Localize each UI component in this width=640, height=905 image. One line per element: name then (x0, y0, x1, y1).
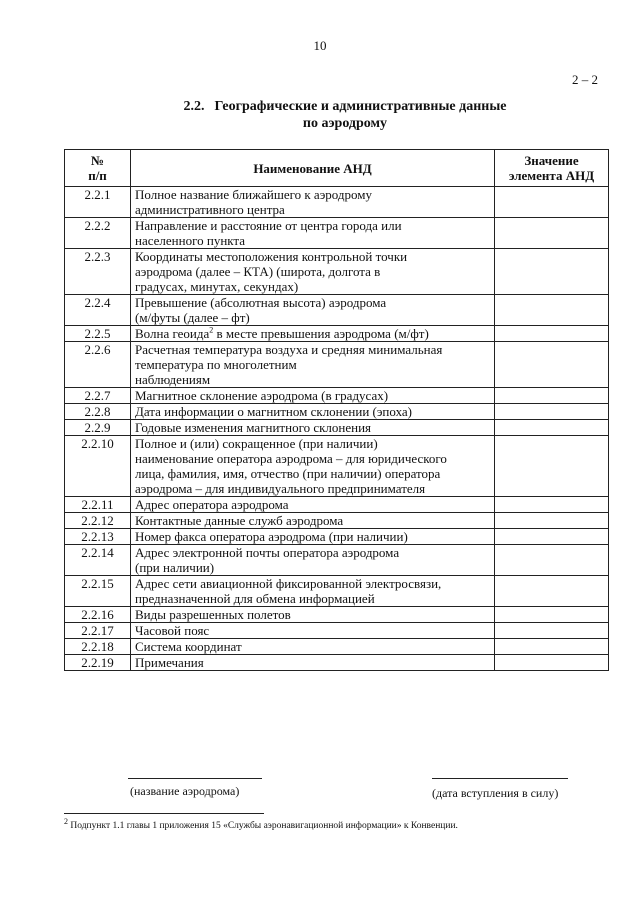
row-name-line: Контактные данные служб аэродрома (135, 513, 344, 528)
row-value-cell[interactable] (495, 249, 609, 295)
row-name-line: Адрес оператора аэродрома (135, 497, 289, 512)
row-name-line: Координаты местоположения контрольной точки (135, 249, 408, 264)
row-name (131, 249, 495, 295)
row-name-line: (при наличии) (135, 560, 215, 575)
row-number: 2.2.6 (65, 342, 131, 388)
row-name-line: Расчетная температура воздуха и средняя минимальная (135, 342, 443, 357)
row-name-line: Годовые изменения магнитного склонения (135, 420, 372, 435)
row-name-line: градусах, минутах, секундах) (135, 279, 299, 294)
row-value-cell[interactable] (495, 513, 609, 529)
header-value-line1: Значение (524, 153, 579, 168)
row-number: 2.2.11 (65, 497, 131, 513)
table-row (65, 607, 609, 623)
row-value-cell[interactable] (495, 404, 609, 420)
table-row (65, 513, 609, 529)
row-name (131, 218, 495, 249)
row-number: 2.2.16 (65, 607, 131, 623)
row-name-line: Адрес сети авиационной фиксированной электросвязи, (135, 576, 442, 591)
row-name (131, 187, 495, 218)
table-row (65, 623, 609, 639)
footnote-mark: 2 (64, 816, 68, 826)
footnote-text: Подпункт 1.1 главы 1 приложения 15 «Службы аэронавигационной информации» к Конвенции. (68, 821, 458, 831)
row-value-cell[interactable] (495, 576, 609, 607)
row-number: 2.2.1 (65, 187, 131, 218)
table-row (65, 326, 609, 342)
row-name (131, 576, 495, 607)
header-value (495, 150, 609, 187)
row-name (131, 655, 495, 671)
row-name-line: Полное название ближайшего к аэродрому (135, 187, 372, 202)
table-row (65, 529, 609, 545)
row-value-cell[interactable] (495, 388, 609, 404)
table-row (65, 404, 609, 420)
row-value-cell[interactable] (495, 295, 609, 326)
row-name (131, 497, 495, 513)
row-name-line: Дата информации о магнитном склонении (эпоха) (135, 404, 412, 419)
row-name (131, 295, 495, 326)
row-name (131, 623, 495, 639)
row-name-line: наименование оператора аэродрома – для юридического (135, 451, 447, 466)
row-name (131, 404, 495, 420)
aerodrome-data-table (64, 149, 609, 671)
row-name (131, 639, 495, 655)
row-number: 2.2.15 (65, 576, 131, 607)
section-title-line2: по аэродрому (302, 116, 388, 131)
table-row (65, 295, 609, 326)
row-number: 2.2.14 (65, 545, 131, 576)
row-name-line: наблюдениям (135, 372, 211, 387)
table-row (65, 545, 609, 576)
page-number: 10 (313, 38, 327, 53)
row-number: 2.2.2 (65, 218, 131, 249)
row-name-text: в месте превышения аэродрома (м/фт) (213, 326, 429, 341)
row-value-cell[interactable] (495, 655, 609, 671)
row-value-cell[interactable] (495, 436, 609, 497)
row-name-line: Примечания (135, 655, 204, 670)
row-value-cell[interactable] (495, 342, 609, 388)
table-row (65, 576, 609, 607)
row-value-cell[interactable] (495, 623, 609, 639)
header-name: Наименование АНД (131, 150, 495, 187)
row-name-line: (м/футы (далее – фт) (135, 310, 250, 325)
row-name-line: лица, фамилия, имя, отчество (при наличии) оператора (135, 466, 441, 481)
row-name (131, 607, 495, 623)
row-name-line: административного центра (135, 202, 285, 217)
table-row (65, 420, 609, 436)
header-number-line1: № (90, 153, 105, 168)
row-name (131, 326, 495, 342)
row-name-line: Полное и (или) сокращенное (при наличии) (135, 436, 378, 451)
row-name (131, 388, 495, 404)
row-name (131, 342, 495, 388)
effective-date-line (432, 778, 568, 779)
row-name-line: Система координат (135, 639, 242, 654)
section-number: 2.2. (183, 99, 205, 114)
row-name-line: Номер факса оператора аэродрома (при наличии) (135, 529, 408, 544)
row-value-cell[interactable] (495, 187, 609, 218)
row-name-line: Часовой пояс (135, 623, 210, 638)
row-value-cell[interactable] (495, 529, 609, 545)
row-value-cell[interactable] (495, 218, 609, 249)
row-name-line: температура по многолетним (135, 357, 297, 372)
table-row (65, 187, 609, 218)
table-row (65, 497, 609, 513)
table-row (65, 639, 609, 655)
header-value-line2: элемента АНД (508, 168, 595, 183)
row-number: 2.2.18 (65, 639, 131, 655)
table-row (65, 342, 609, 388)
row-value-cell[interactable] (495, 545, 609, 576)
row-name-line: Магнитное склонение аэродрома (в градусах) (135, 388, 389, 403)
header-number (65, 150, 131, 187)
row-number: 2.2.13 (65, 529, 131, 545)
row-name (131, 529, 495, 545)
row-value-cell[interactable] (495, 326, 609, 342)
row-name-line: Направление и расстояние от центра города или (135, 218, 402, 233)
row-number: 2.2.4 (65, 295, 131, 326)
footnote (64, 816, 604, 831)
table-header-row (65, 150, 609, 187)
row-number: 2.2.7 (65, 388, 131, 404)
aerodrome-name-label: (название аэродрома) (130, 784, 240, 798)
row-name (131, 436, 495, 497)
table-row (65, 249, 609, 295)
row-value-cell[interactable] (495, 497, 609, 513)
header-number-line2: п/п (88, 168, 107, 183)
footnote-divider (64, 813, 264, 814)
row-name-text: Волна геоида (135, 326, 210, 341)
row-name-line: аэродрома (далее – КТА) (широта, долгота в (135, 264, 381, 279)
row-name (131, 420, 495, 436)
row-number: 2.2.12 (65, 513, 131, 529)
aerodrome-name-line (128, 778, 262, 779)
table-body (65, 187, 609, 671)
row-number: 2.2.9 (65, 420, 131, 436)
row-number: 2.2.3 (65, 249, 131, 295)
row-number: 2.2.17 (65, 623, 131, 639)
row-name-line: Адрес электронной почты оператора аэродрома (135, 545, 400, 560)
row-name-line (135, 326, 490, 341)
effective-date-label: (дата вступления в силу) (432, 786, 559, 800)
row-name (131, 545, 495, 576)
table-row (65, 655, 609, 671)
section-title (150, 98, 540, 132)
row-name-line: Превышение (абсолютная высота) аэродрома (135, 295, 387, 310)
row-number: 2.2.8 (65, 404, 131, 420)
row-name-line: Виды разрешенных полетов (135, 607, 291, 622)
row-value-cell[interactable] (495, 420, 609, 436)
section-title-line1: Географические и административные данные (214, 99, 507, 114)
page-code: 2 – 2 (572, 72, 598, 87)
row-number: 2.2.10 (65, 436, 131, 497)
row-value-cell[interactable] (495, 607, 609, 623)
table-row (65, 388, 609, 404)
table-row (65, 436, 609, 497)
row-name (131, 513, 495, 529)
row-name-line: населенного пункта (135, 233, 246, 248)
table-row (65, 218, 609, 249)
row-value-cell[interactable] (495, 639, 609, 655)
footnote-reference: 2 (209, 325, 214, 335)
row-name-line: аэродрома – для индивидуального предпринимателя (135, 481, 426, 496)
row-number: 2.2.5 (65, 326, 131, 342)
row-name-line: предназначенной для обмена информацией (135, 591, 375, 606)
row-number: 2.2.19 (65, 655, 131, 671)
